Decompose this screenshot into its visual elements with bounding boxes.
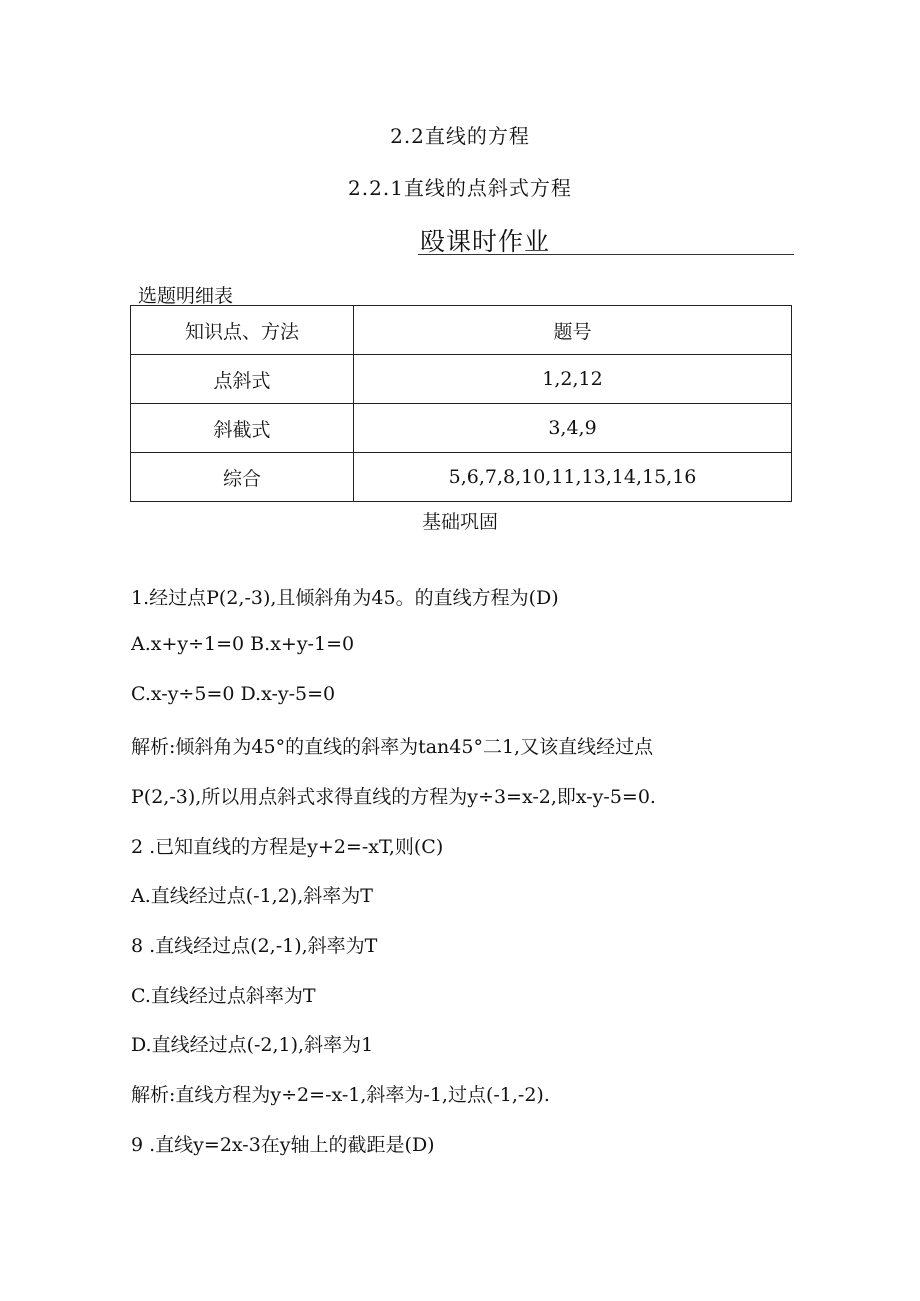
table-row [131,404,792,453]
question-1-options-ab: A.x+y÷1=0 B.x+y-1=0 [131,633,355,655]
question-2-option-c: C.直线经过点斜率为T [131,985,316,1007]
row-questions: 3,4,9 [354,404,792,453]
row-topic: 斜截式 [131,404,354,453]
question-3-stem: 9 .直线y=2x-3在y轴上的截距是(D) [131,1134,435,1156]
question-2-analysis: 解析:直线方程为y÷2=-x-1,斜率为-1,过点(-1,-2). [131,1084,550,1106]
question-1-analysis: 解析:倾斜角为45°的直线的斜率为tan45°二1,又该直线经过点 [131,736,654,758]
section-title: 基础巩固 [421,511,498,533]
row-questions: 1,2,12 [354,355,792,404]
question-2-option-d: D.直线经过点(-2,1),斜率为1 [131,1034,374,1056]
table-caption: 选题明细表 [138,285,234,307]
header-question-numbers: 题号 [354,306,792,355]
question-1-analysis-cont: P(2,-3),所以用点斜式求得直线的方程为y÷3=x-2,即x-y-5=0. [131,786,656,808]
row-questions: 5,6,7,8,10,11,13,14,15,16 [354,453,792,502]
table-header-row [131,306,792,355]
question-2-option-b: 8 .直线经过点(2,-1),斜率为T [131,935,378,957]
table-row [131,453,792,502]
question-1-stem: 1.经过点P(2,-3),且倾斜角为45。的直线方程为(D) [131,587,559,609]
question-2-stem: 2 .已知直线的方程是y+2=-xT,则(C) [131,836,444,858]
section-heading: 2.2直线的方程 [390,124,530,148]
question-detail-table [130,305,792,502]
table-row [131,355,792,404]
subsection-heading: 2.2.1直线的点斜式方程 [348,176,572,200]
homework-title: 殴课时作业 [420,227,551,256]
row-topic: 点斜式 [131,355,354,404]
header-knowledge-method: 知识点、方法 [131,306,354,355]
question-1-options-cd: C.x-y÷5=0 D.x-y-5=0 [131,683,336,705]
row-topic: 综合 [131,453,354,502]
title-underline [418,254,794,255]
question-2-option-a: A.直线经过点(-1,2),斜率为T [131,885,373,907]
